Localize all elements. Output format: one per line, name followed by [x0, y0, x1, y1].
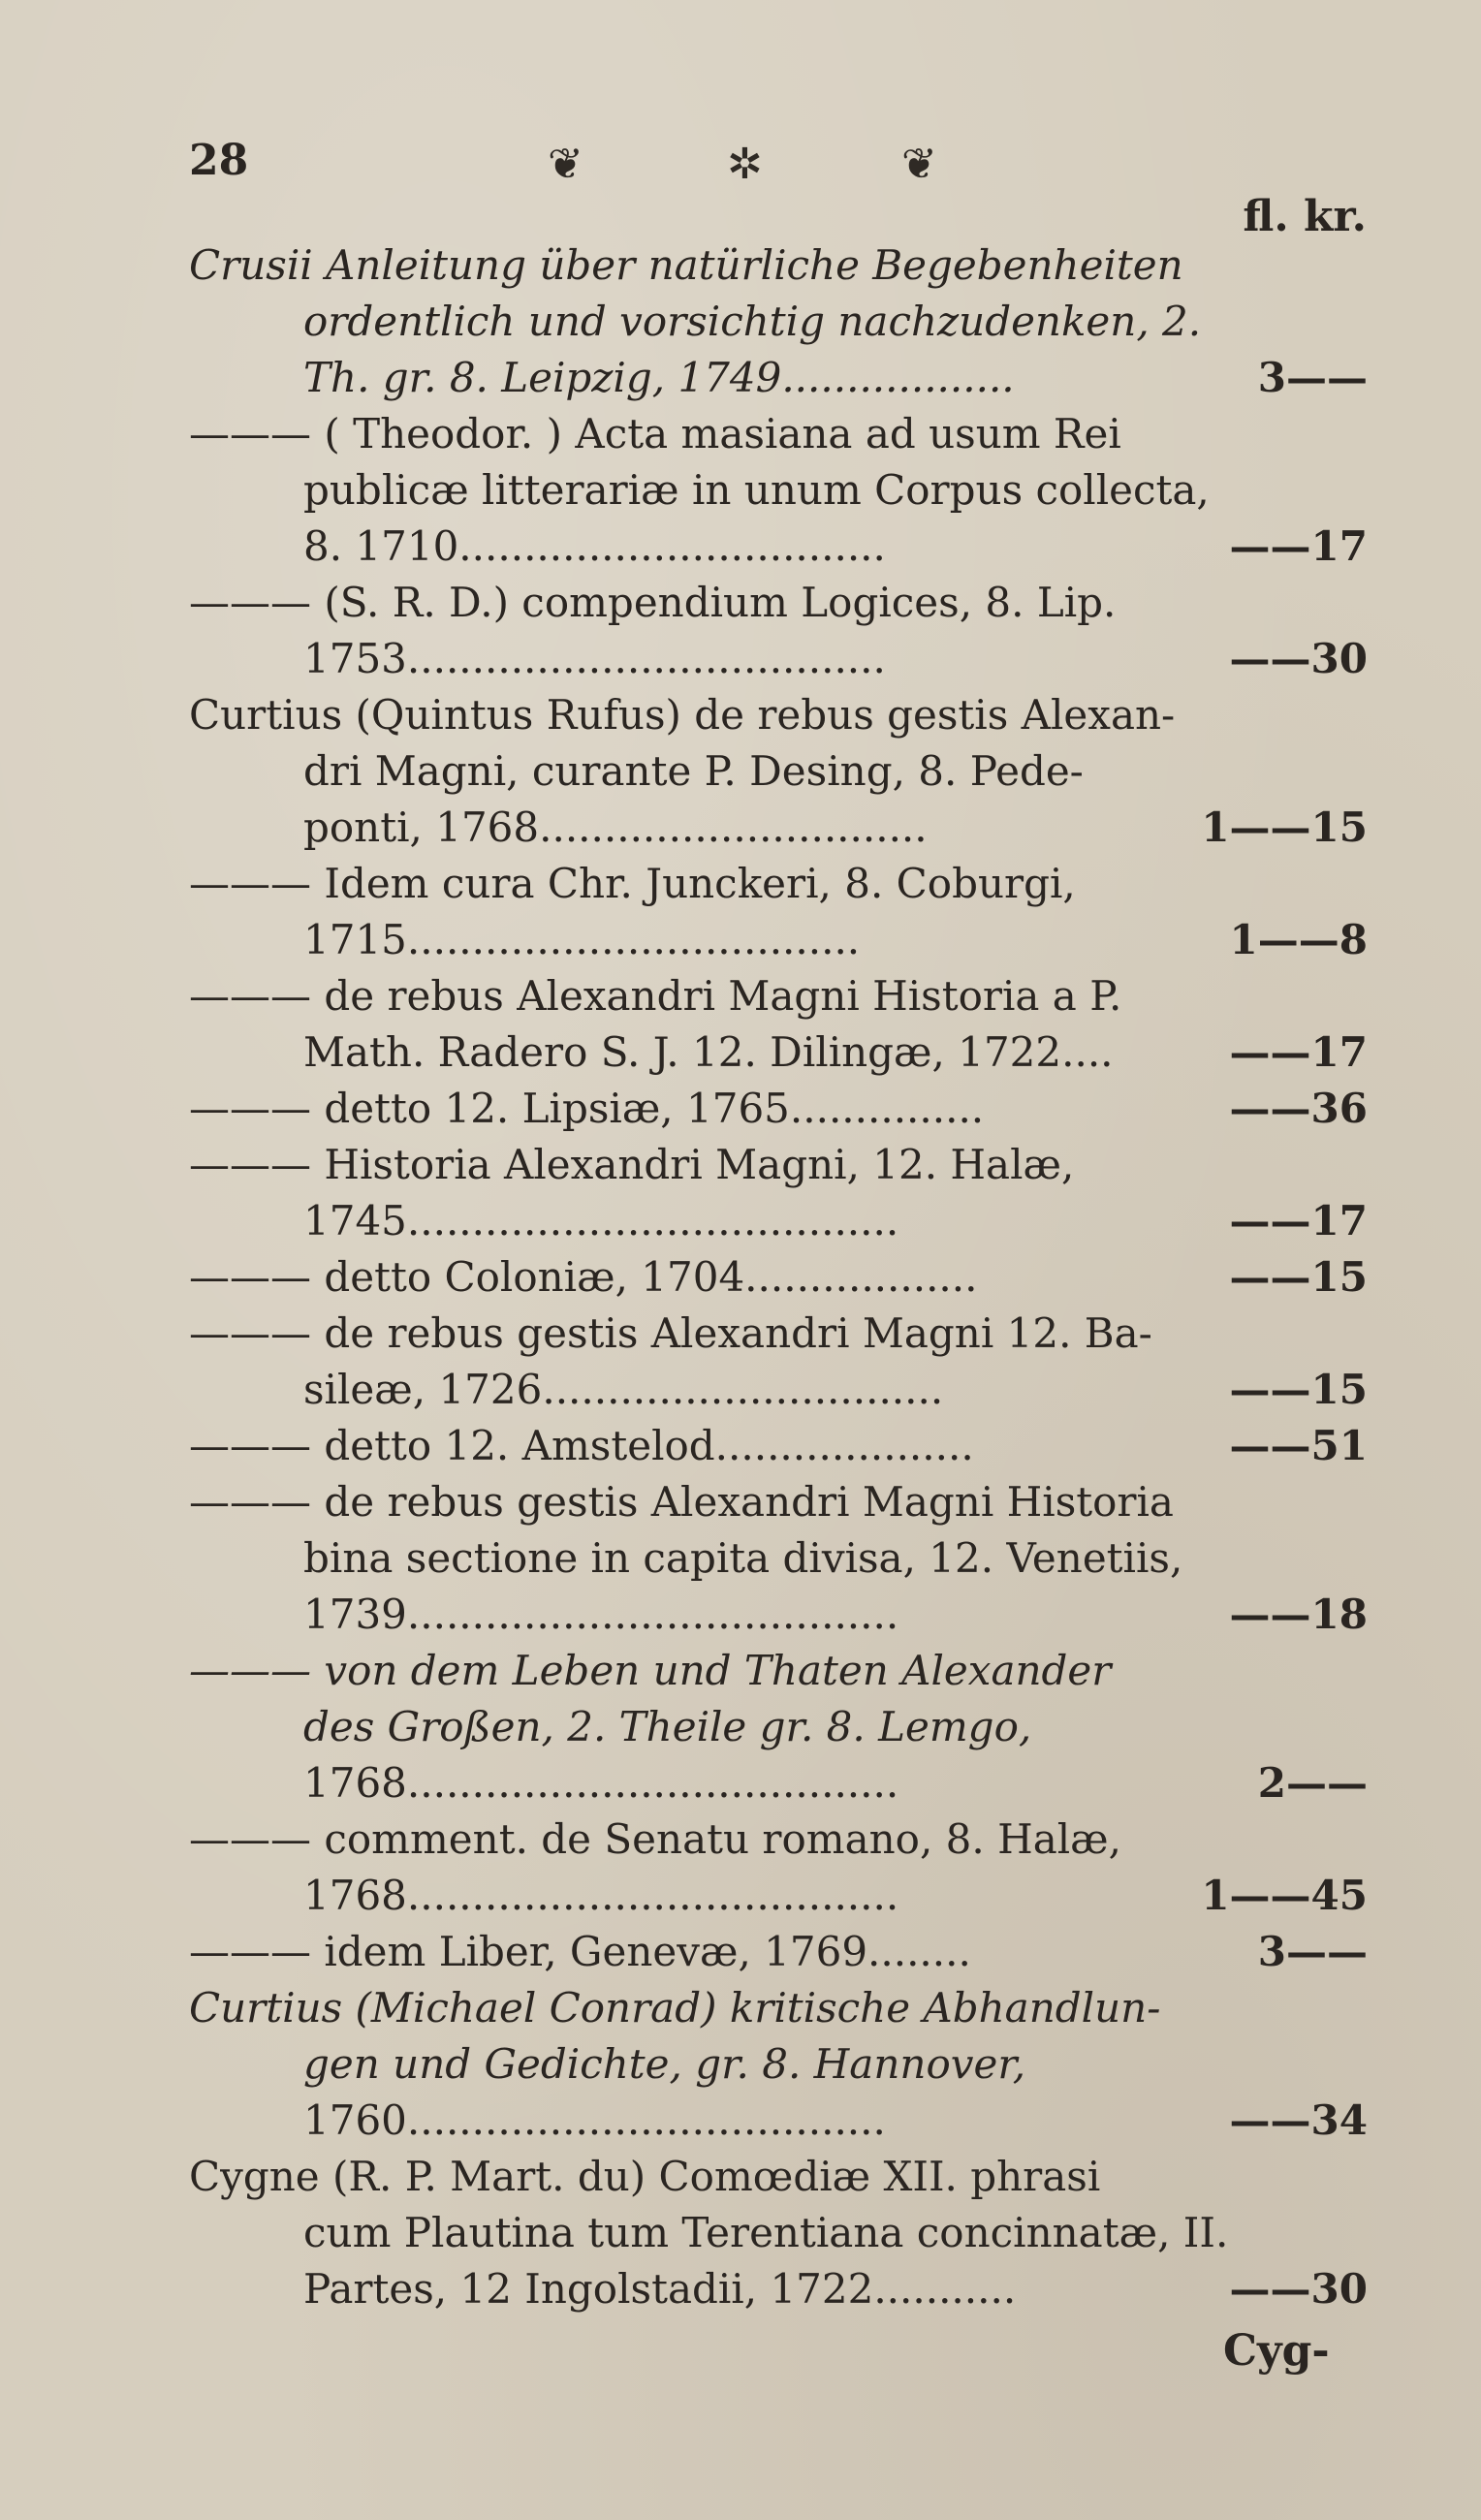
catalog-line	[189, 631, 1371, 687]
catalog-line-text: Curtius (Michael Conrad) kritische Abhandlun-	[189, 1984, 1161, 2032]
catalog-line-text: ——— Historia Alexandri Magni, 12. Halæ,	[189, 1141, 1075, 1188]
catalog-line	[189, 1587, 1371, 1643]
catalog-entries	[189, 237, 1371, 2317]
catalog-line	[189, 350, 1371, 406]
catalog-line	[189, 1249, 1371, 1306]
catalog-line-price: ——30	[1229, 2265, 1368, 2313]
catalog-line-text: 1715...................................	[303, 916, 861, 963]
catalog-line-price: ——15	[1229, 1253, 1368, 1301]
catalog-line	[189, 575, 1371, 631]
catalog-line-price: ——30	[1229, 635, 1368, 682]
catalog-line-text: Crusii Anleitung über natürliche Begebenheiten	[189, 241, 1183, 289]
catalog-line	[189, 2093, 1371, 2149]
ornament-left-icon: ❦	[548, 140, 583, 189]
catalog-line-text: ——— ( Theodor. ) Acta masiana ad usum Rei	[189, 410, 1121, 457]
catalog-line	[189, 1081, 1371, 1137]
catalog-line-text: cum Plautina tum Terentiana concinnatæ, II.	[303, 2209, 1229, 2256]
catalog-line-price: ——15	[1229, 1366, 1368, 1413]
catalog-line-text: dri Magni, curante P. Desing, 8. Pede-	[303, 747, 1084, 795]
catalog-line	[189, 1868, 1371, 1924]
catalog-line-text: Math. Radero S. J. 12. Dilingæ, 1722....	[303, 1028, 1114, 1076]
catalog-line-text: des Großen, 2. Theile gr. 8. Lemgo,	[303, 1703, 1032, 1750]
catalog-line	[189, 1755, 1371, 1811]
catalog-line-text: sileæ, 1726...............................	[303, 1366, 944, 1413]
catalog-line-price: ——17	[1229, 522, 1368, 570]
catalog-line-price: ——36	[1229, 1085, 1368, 1132]
catalog-line	[189, 237, 1371, 294]
currency-header: fl. kr.	[1243, 192, 1367, 241]
catalog-line-price: ——18	[1229, 1591, 1368, 1638]
catchword: Cyg-	[1223, 2326, 1330, 2376]
page-header	[189, 136, 1352, 194]
catalog-line	[189, 406, 1371, 462]
catalog-line	[189, 1643, 1371, 1699]
catalog-line-text: ——— detto Coloniæ, 1704..................	[189, 1253, 978, 1301]
catalog-line	[189, 1530, 1371, 1587]
catalog-line-text: ——— von dem Leben und Thaten Alexander	[189, 1647, 1112, 1694]
ornament-right-icon: ❦	[901, 140, 937, 189]
catalog-line-text: ponti, 1768..............................	[303, 803, 928, 851]
catalog-line	[189, 743, 1371, 800]
catalog-line	[189, 800, 1371, 856]
catalog-line	[189, 1306, 1371, 1362]
catalog-line	[189, 2036, 1371, 2093]
catalog-line	[189, 2205, 1371, 2261]
catalog-line	[189, 462, 1371, 519]
catalog-line-price: 1——15	[1201, 803, 1368, 851]
catalog-line-text: ——— (S. R. D.) compendium Logices, 8. Lip.	[189, 579, 1117, 626]
catalog-line	[189, 2261, 1371, 2317]
catalog-line	[189, 856, 1371, 912]
catalog-line-text: gen und Gedichte, gr. 8. Hannover,	[303, 2040, 1026, 2088]
catalog-line	[189, 687, 1371, 743]
catalog-line-text: Partes, 12 Ingolstadii, 1722...........	[303, 2265, 1017, 2313]
catalog-line-text: Cygne (R. P. Mart. du) Comœdiæ XII. phrasi	[189, 2153, 1101, 2200]
catalog-line-text: 1768......................................	[303, 1872, 899, 1919]
catalog-line-price: ——17	[1229, 1028, 1368, 1076]
catalog-line	[189, 1980, 1371, 2036]
catalog-line-text: 1760.....................................	[303, 2096, 886, 2144]
catalog-line	[189, 1024, 1371, 1081]
catalog-line	[189, 1811, 1371, 1868]
catalog-line-text: 8. 1710.................................	[303, 522, 886, 570]
catalog-line-text: ——— de rebus gestis Alexandri Magni Historia	[189, 1478, 1174, 1526]
catalog-line-text: ——— detto 12. Lipsiæ, 1765...............	[189, 1085, 985, 1132]
catalog-line-text: Th. gr. 8. Leipzig, 1749..................	[303, 354, 1015, 401]
catalog-line-text: ——— de rebus Alexandri Magni Historia a P.	[189, 972, 1122, 1020]
catalog-line-price: 3——	[1257, 354, 1368, 401]
catalog-line	[189, 1474, 1371, 1530]
catalog-line-text: 1739......................................	[303, 1591, 899, 1638]
catalog-line-text: ——— de rebus gestis Alexandri Magni 12. Ba-	[189, 1309, 1152, 1357]
catalog-line	[189, 519, 1371, 575]
catalog-line	[189, 1362, 1371, 1418]
catalog-line-text: 1753.....................................	[303, 635, 886, 682]
catalog-line-text: 1768......................................	[303, 1759, 899, 1807]
page-number: 28	[189, 136, 249, 185]
ornament-center-icon: ✲	[727, 140, 763, 189]
catalog-line	[189, 294, 1371, 350]
catalog-line-price: 3——	[1257, 1928, 1368, 1975]
catalog-line-price: 2——	[1257, 1759, 1368, 1807]
catalog-line	[189, 1924, 1371, 1980]
catalog-line-text: publicæ litterariæ in unum Corpus collecta,	[303, 466, 1210, 514]
catalog-line-price: ——34	[1229, 2096, 1368, 2144]
catalog-line	[189, 1699, 1371, 1755]
catalog-line	[189, 912, 1371, 968]
catalog-line-price: ——51	[1229, 1422, 1368, 1469]
catalog-line-text: ——— idem Liber, Genevæ, 1769........	[189, 1928, 971, 1975]
catalog-line	[189, 1137, 1371, 1193]
catalog-line	[189, 968, 1371, 1024]
catalog-line-price: 1——45	[1201, 1872, 1368, 1919]
catalog-line-text: 1745......................................	[303, 1197, 899, 1244]
catalog-line-text: ——— Idem cura Chr. Junckeri, 8. Coburgi,	[189, 860, 1076, 907]
catalog-line-text: Curtius (Quintus Rufus) de rebus gestis Alexan-	[189, 691, 1176, 739]
catalog-line-text: ——— detto 12. Amstelod....................	[189, 1422, 974, 1469]
catalog-line-text: bina sectione in capita divisa, 12. Venetiis,	[303, 1534, 1183, 1582]
catalog-line	[189, 1193, 1371, 1249]
catalog-line-text: ——— comment. de Senatu romano, 8. Halæ,	[189, 1815, 1122, 1863]
catalog-line	[189, 1418, 1371, 1474]
catalog-line	[189, 2149, 1371, 2205]
catalog-line-price: ——17	[1229, 1197, 1368, 1244]
catalog-line-text: ordentlich und vorsichtig nachzudenken, 2.	[303, 298, 1202, 345]
catalog-line-price: 1——8	[1229, 916, 1368, 963]
